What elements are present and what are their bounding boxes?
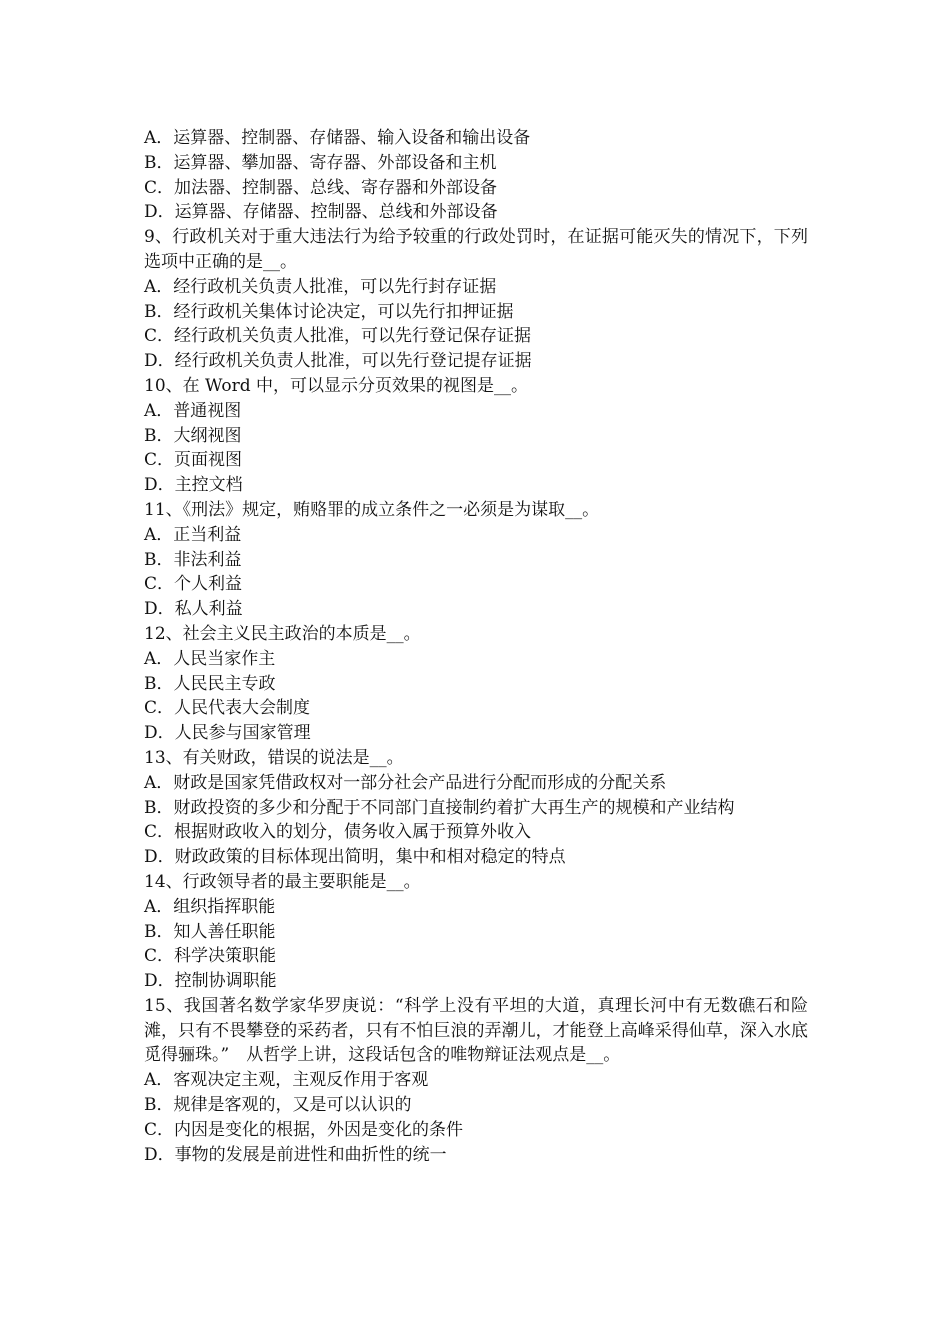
answer-option: D．经行政机关负责人批准，可以先行登记提存证据 (144, 351, 532, 372)
question-text: 13、有关财政，错误的说法是__。 (144, 747, 404, 768)
answer-option: D．财政政策的目标体现出简明，集中和相对稳定的特点 (144, 847, 566, 868)
answer-option: A．普通视图 (144, 400, 242, 421)
answer-option: A．运算器、控制器、存储器、输入设备和输出设备 (144, 128, 531, 148)
answer-option: A．正当利益 (144, 524, 242, 545)
answer-option: B．人民民主专政 (144, 673, 276, 694)
answer-option: D．私人利益 (144, 599, 243, 620)
answer-option: C．页面视图 (144, 450, 243, 471)
question-text: 11、《刑法》规定，贿赂罪的成立条件之一必须是为谋取__。 (144, 499, 600, 520)
answer-option: A．组织指挥职能 (144, 896, 276, 917)
answer-option: B．经行政机关集体讨论决定，可以先行扣押证据 (144, 301, 514, 322)
answer-option: C．人民代表大会制度 (144, 698, 311, 719)
answer-option: D．运算器、存储器、控制器、总线和外部设备 (144, 202, 498, 223)
answer-option: A．财政是国家凭借政权对一部分社会产品进行分配而形成的分配关系 (144, 772, 667, 793)
answer-option: A．经行政机关负责人批准，可以先行封存证据 (144, 276, 497, 297)
answer-option: B．大纲视图 (144, 425, 242, 446)
question-text: 15、我国著名数学家华罗庚说：“科学上没有平坦的大道，真理长河中有无数礁石和险滩，只有不畏攀登的采药者，只有不怕巨浪的弄潮儿，才能登上高峰采得仙草，深入水底觅得骊珠。” 从哲学上讲，这段话包含的唯物辩证法观点是__。 (144, 995, 808, 1066)
answer-option: C．加法器、控制器、总线、寄存器和外部设备 (144, 177, 498, 198)
question-text: 12、社会主义民主政治的本质是__。 (144, 623, 421, 644)
question-text: 14、行政领导者的最主要职能是__。 (144, 871, 421, 892)
question-text: 9、行政机关对于重大违法行为给予较重的行政处罚时，在证据可能灭失的情况下，下列选项中正确的是__。 (144, 227, 808, 272)
answer-option: C．科学决策职能 (144, 946, 277, 967)
answer-option: B．知人善任职能 (144, 921, 276, 942)
answer-option: B．非法利益 (144, 549, 242, 570)
document-body (144, 126, 808, 1167)
answer-option: D．人民参与国家管理 (144, 723, 311, 744)
answer-option: A．人民当家作主 (144, 648, 276, 669)
answer-option: B．运算器、攀加器、寄存器、外部设备和主机 (144, 152, 497, 173)
answer-option: B．规律是客观的，又是可以认识的 (144, 1095, 412, 1116)
answer-option: D．主控文档 (144, 475, 243, 496)
answer-option: D．事物的发展是前进性和曲折性的统一 (144, 1144, 447, 1165)
answer-option: C．内因是变化的根据，外因是变化的条件 (144, 1119, 464, 1140)
question-text: 10、在 Word 中，可以显示分页效果的视图是__。 (144, 375, 529, 396)
answer-option: A．客观决定主观，主观反作用于客观 (144, 1070, 429, 1091)
answer-option: C．根据财政收入的划分，债务收入属于预算外收入 (144, 822, 532, 843)
answer-option: C．经行政机关负责人批准，可以先行登记保存证据 (144, 326, 532, 347)
answer-option: C．个人利益 (144, 574, 243, 595)
answer-option: B．财政投资的多少和分配于不同部门直接制约着扩大再生产的规模和产业结构 (144, 797, 735, 818)
answer-option: D．控制协调职能 (144, 971, 277, 992)
